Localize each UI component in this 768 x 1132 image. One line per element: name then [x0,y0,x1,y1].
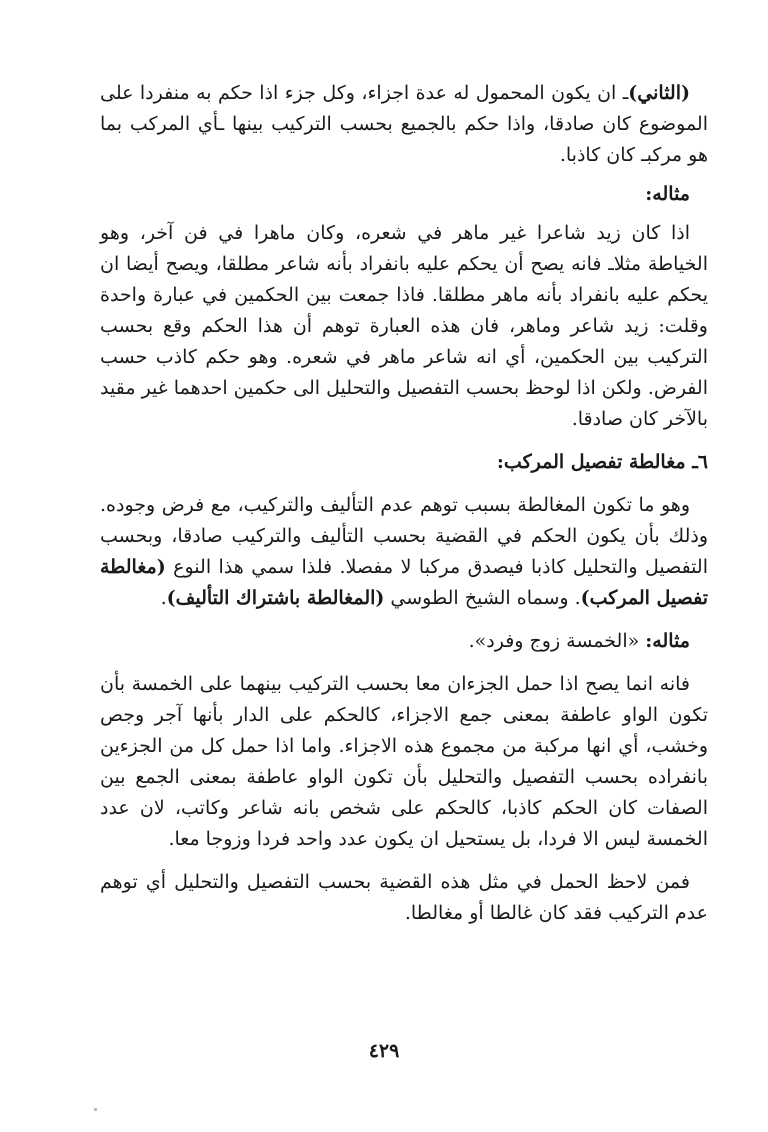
page-body [100,78,708,929]
fallacy-name-2: (المغالطة باشتراك التأليف) [166,587,385,609]
example-label-2: مثاله: [645,630,690,652]
section-title: مغالطة تفصيل المركب [503,451,686,473]
page-number: ٤٢٩ [368,1040,400,1062]
paragraph-poet-example: اذا كان زيد شاعرا غير ماهر في شعره، وكان ماهرا في فن آخر، وهو الخياطة مثلاـ فانه يصح أن يحكم عليه بانفراد بأنه شاعر مطلقا، ويصح أيضا ان يحكم عليه بانفراد بأنه ماهر مطلقا. فاذا جمعت بين الحكمين في عبارة واحدة وقلت: زيد شاعر وماهر، فان هذه العبارة توهم أن هذا الحكم وقع بحسب التركيب بين الحكمين، أي انه شاعر ماهر في شعره. وهو حكم كاذب حسب الفرض. ولكن اذا لوحظ بحسب التفصيل والتحليل الى حكمين احدهما غير مقيد بالآخر كان صادقا. [100,222,708,430]
definition-text-after: . [160,587,167,609]
second-case-text: ـ ان يكون المحمول له عدة اجزاء، وكل جزء اذا حكم به منفردا على الموضوع كان صادقا، واذا حكم بالجميع بحسب التركيب بينها ـأي المركب بما هو مركبـ كان كاذبا. [100,82,708,166]
section-heading [100,447,708,478]
paragraph-fallacy-definition [100,490,708,614]
scan-mark [94,1108,97,1111]
paragraph-five-explanation: فانه انما يصح اذا حمل الجزءان معا بحسب التركيب بينهما على الخمسة بأن تكون الواو عاطفة بمعنى جمع الاجزاء، كالحكم على الدار بأنها آجر وجص وخشب، أي انها مركبة من مجموع هذه الاجزاء. واما اذا حمل كل من الجزءين بانفراده بحسب التفصيل والتحليل بأن تكون الواو عاطفة بمعنى الجمع بين الصفات كان الحكم كاذبا، كالحكم على شخص بانه شاعر وكاتب، لان عدد الخمسة ليس الا فردا، بل يستحيل ان يكون عدد واحد فردا وزوجا معا. [100,673,708,850]
definition-text-before: وهو ما تكون المغالطة بسبب توهم عدم التأليف والتركيب، مع فرض وجوده. وذلك بأن يكون الحكم في القضية بحسب التأليف والتركيب صادقا، وبحسب التفصيل والتحليل كاذبا فيصدق مركبا لا مفصلا. فلذا سمي هذا النوع [100,494,708,578]
fallacy-name-1: (مغالطة تفصيل المركب) [100,556,708,609]
definition-text-middle: . وسماه الشيخ الطوسي [384,587,581,609]
example-label-1: مثاله: [645,183,690,205]
paragraph-conclusion: فمن لاحظ الحمل في مثل هذه القضية بحسب التفصيل والتحليل أي توهم عدم التركيب فقد كان غالطا أو مغالطا. [100,871,708,924]
paragraph-second-case [100,78,708,171]
section-number: ٦ـ [692,451,708,473]
second-case-label: (الثاني) [628,82,690,104]
example-five [100,626,708,657]
section-colon: : [496,451,504,473]
example-five-text: «الخمسة زوج وفرد». [468,630,640,652]
